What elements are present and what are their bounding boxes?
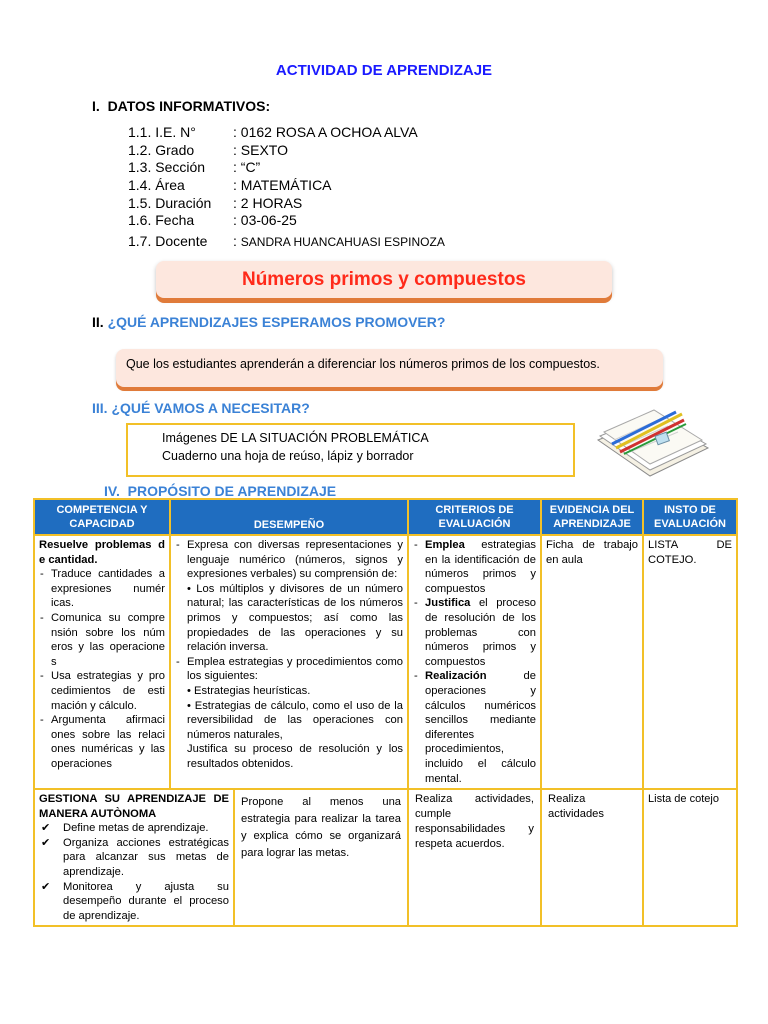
criterio-text: el proceso de resolución de los problemas con números primos y compuestos [425,597,537,668]
section-3-number: III. [92,400,108,416]
desempeno-text: • Estrategias heurísticas. [187,684,311,697]
list-item [413,669,536,786]
info-key: 1.1. I.E. N° [128,124,196,140]
capacidades-list [39,821,229,923]
header-competencia: COMPETENCIA Y CAPACIDAD [34,499,170,535]
learning-expectation-box: Que los estudiantes aprenderán a diferenciar los números primos de los compuestos. [116,349,663,387]
section-4-label: PROPÓSITO DE APRENDIZAJE [127,483,337,499]
info-row-ie [128,124,418,140]
evidencia-cell: Ficha de trabajo en aula [541,535,643,789]
section-1-label: DATOS INFORMATIVOS: [107,98,271,114]
desempeno-text: Justifica su proceso de resolución y los resultados obtenidos. [187,743,404,770]
header-criterios: CRITERIOS DE EVALUACIÓN [408,499,541,535]
info-value: : SEXTO [233,142,288,158]
list-item: - Traduce cantidades a expresiones numér icas. [39,567,165,611]
desempeno-list [175,655,403,684]
info-row-duracion [128,195,302,211]
table-row [34,789,737,926]
competencia-title: GESTIONA SU APRENDIZAJE DE MANERA AUTÒNOMA [39,793,229,820]
section-1-number: I. [92,98,100,114]
topic-banner: Números primos y compuestos [156,261,612,298]
list-item: - Usa estrategias y pro cedimientos de esti mación y cálculo. [39,669,165,713]
checkmark-list-item: ✔ Monitorea y ajusta su desempeño durante el proceso de aprendizaje. [39,880,229,924]
instrumento-cell: Lista de cotejo [643,789,737,926]
checkmark-list-item: ✔ Organiza acciones estratégicas para alcanzar sus metas de aprendizaje. [39,836,229,880]
info-key: 1.4. Área [128,177,185,193]
list-item [413,596,536,669]
section-4-number: IV. [104,483,120,499]
list-item: - Argumenta afirmaci ones sobre las relaci ones numéricas y las operaciones [39,713,165,771]
criterio-text: de operaciones y cálculos numéricos sencillos mediante diferentes procedimientos, incluido el cálculo mental. [425,670,537,785]
materials-box [126,423,575,477]
info-value: : MATEMÁTICA [233,177,332,193]
learning-purpose-table [33,498,738,927]
competencia-cell [34,535,170,789]
instrumento-cell: LISTA DE COTEJO. [643,535,737,789]
criterio-text: estrategias en la identificación de números primos y compuestos [425,539,537,595]
competencia-title: Resuelve problemas d e cantidad. [39,539,165,566]
criterios-cell: Realiza actividades, cumple responsabilidades y respeta acuerdos. [408,789,541,926]
evidencia-cell: Realiza actividades [541,789,643,926]
section-3-heading [92,400,310,416]
material-item: Cuaderno una hoja de reúso, lápiz y borrador [162,449,414,463]
info-row-fecha [128,212,297,228]
desempeno-text: - Expresa con diversas representaciones y lenguaje numérico (números, signos y expresiones verbales) su comprensión de: [175,538,403,582]
list-item: - Comunica su compre nsión sobre los núm eros y las operacione s [39,611,165,669]
section-1-heading [92,98,270,114]
desempeno-cell [170,535,408,789]
info-colon: : [233,233,237,249]
info-value: : 03-06-25 [233,212,297,228]
header-evidencia: EVIDENCIA DEL APRENDIZAJE [541,499,643,535]
desempeno-cell: Propone al menos una estrategia para realizar la tarea y explica cómo se organizará para lograr las metas. [234,789,408,926]
section-2-label: ¿QUÉ APRENDIZAJES ESPERAMOS PROMOVER? [107,314,446,330]
material-item: Imágenes DE LA SITUACIÓN PROBLEMÁTICA [162,431,429,445]
info-row-area [128,177,332,193]
criterio-verb: Emplea [425,539,465,551]
document-title: ACTIVIDAD DE APRENDIZAJE [275,62,493,79]
section-2-heading [92,314,445,330]
list-item [413,538,536,596]
info-key: 1.6. Fecha [128,212,195,228]
desempeno-list [175,538,403,582]
criterio-verb: Justifica [425,597,471,610]
criterio-verb: Realización [425,670,487,683]
competencia-cell [34,789,234,926]
capacidades-list [39,567,165,771]
table-header-row [34,499,737,535]
info-row-docente [128,233,445,249]
info-value: : 2 HORAS [233,195,303,211]
header-instrumento: INSTO DE EVALUACIÓN [643,499,737,535]
header-desempeno: DESEMPEÑO [170,499,408,535]
info-value: : 0162 ROSA A OCHOA ALVA [233,124,418,140]
table-row [34,535,737,789]
notebook-pencils-icon [592,400,712,482]
info-key: 1.5. Duración [128,195,212,211]
section-3-label: ¿QUÉ VAMOS A NECESITAR? [111,400,310,416]
info-key: 1.2. Grado [128,142,195,158]
info-value: SANDRA HUANCAHUASI ESPINOZA [240,235,445,249]
desempeno-text: • Los múltiplos y divisores de un número natural; las características de los números primos y compuestos; así como las propiedades de las operaciones y su relación inversa. [187,582,404,654]
criterios-list [413,538,536,786]
info-key: 1.3. Sección [128,159,206,175]
checkmark-list-item: ✔ Define metas de aprendizaje. [39,821,229,836]
criterios-cell [408,535,541,789]
info-row-seccion [128,159,260,175]
desempeno-text: • Estrategias de cálculo, como el uso de la reversibilidad de las operaciones con números naturales, [187,699,404,741]
info-key: 1.7. Docente [128,233,208,249]
desempeno-text: - Emplea estrategias y procedimientos como los siguientes: [175,655,403,684]
info-value: : “C” [233,159,261,175]
section-2-number: II. [92,314,104,330]
section-4-heading [104,483,336,499]
info-row-grado [128,142,288,158]
